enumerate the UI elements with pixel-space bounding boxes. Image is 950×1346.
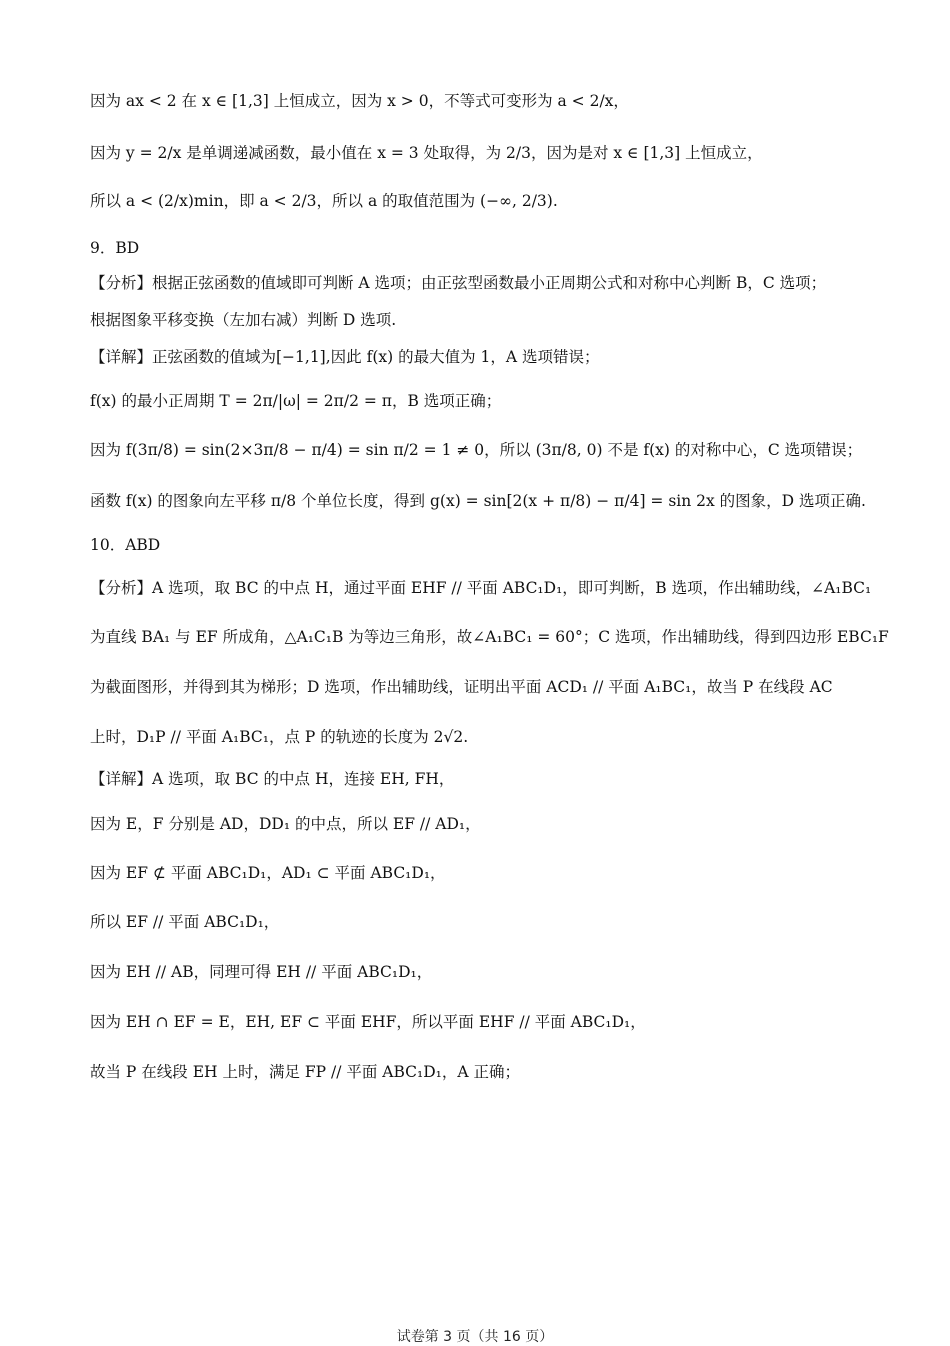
line-5: 【分析】根据正弦函数的值域即可判断 A 选项；由正弦型函数最小正周期公式和对称中心判断 B，C 选项； <box>90 274 827 292</box>
question-10-answer: 10．ABD <box>90 536 161 554</box>
line-7: 【详解】正弦函数的值域为[−1,1],因此 f(x) 的最大值为 1，A 选项错误； <box>90 348 600 366</box>
line-19: 所以 EF // 平面 ABC₁D₁， <box>90 913 280 931</box>
line-22: 故当 P 在线段 EH 上时，满足 FP // 平面 ABC₁D₁，A 正确； <box>90 1063 521 1081</box>
line-18: 因为 EF ⊄ 平面 ABC₁D₁，AD₁ ⊂ 平面 ABC₁D₁， <box>90 864 446 882</box>
line-6: 根据图象平移变换（左加右减）判断 D 选项. <box>90 311 397 329</box>
line-12: 【分析】A 选项，取 BC 的中点 H，通过平面 EHF // 平面 ABC₁D₁，即可判断，B 选项，作出辅助线，∠A₁BC₁ <box>90 579 872 597</box>
line-1: 因为 ax < 2 在 x ∈ [1,3] 上恒成立，因为 x > 0，不等式可变形为 a < 2/x， <box>90 92 629 110</box>
line-16: 【详解】A 选项，取 BC 的中点 H，连接 EH, FH， <box>90 770 455 788</box>
line-10: 函数 f(x) 的图象向左平移 π/8 个单位长度，得到 g(x) = sin[2(x + π/8) − π/4] = sin 2x 的图象，D 选项正确. <box>90 492 866 510</box>
question-9-answer: 9．BD <box>90 239 140 257</box>
line-8: f(x) 的最小正周期 T = 2π/|ω| = 2π/2 = π，B 选项正确； <box>90 392 502 410</box>
line-15: 上时，D₁P // 平面 A₁BC₁，点 P 的轨迹的长度为 2√2. <box>90 728 469 746</box>
line-17: 因为 E，F 分别是 AD，DD₁ 的中点，所以 EF // AD₁， <box>90 815 481 833</box>
line-9: 因为 f(3π/8) = sin(2×3π/8 − π/4) = sin π/2 = 1 ≠ 0，所以 (3π/8, 0) 不是 f(x) 的对称中心，C 选项错误； <box>90 441 863 459</box>
line-21: 因为 EH ∩ EF = E，EH, EF ⊂ 平面 EHF，所以平面 EHF // 平面 ABC₁D₁， <box>90 1013 646 1031</box>
page-footer: 试卷第 3 页（共 16 页） <box>396 1329 554 1345</box>
line-13: 为直线 BA₁ 与 EF 所成角，△A₁C₁B 为等边三角形，故∠A₁BC₁ = 60°；C 选项，作出辅助线，得到四边形 EBC₁F <box>90 628 889 646</box>
line-2: 因为 y = 2/x 是单调递减函数，最小值在 x = 3 处取得，为 2/3，因为是对 x ∈ [1,3] 上恒成立， <box>90 144 763 162</box>
line-14: 为截面图形，并得到其为梯形；D 选项，作出辅助线，证明出平面 ACD₁ // 平面 A₁BC₁，故当 P 在线段 AC <box>90 678 833 696</box>
line-20: 因为 EH // AB，同理可得 EH // 平面 ABC₁D₁， <box>90 963 433 981</box>
line-3: 所以 a < (2/x)min，即 a < 2/3，所以 a 的取值范围为 (−∞, 2/3). <box>90 192 558 210</box>
